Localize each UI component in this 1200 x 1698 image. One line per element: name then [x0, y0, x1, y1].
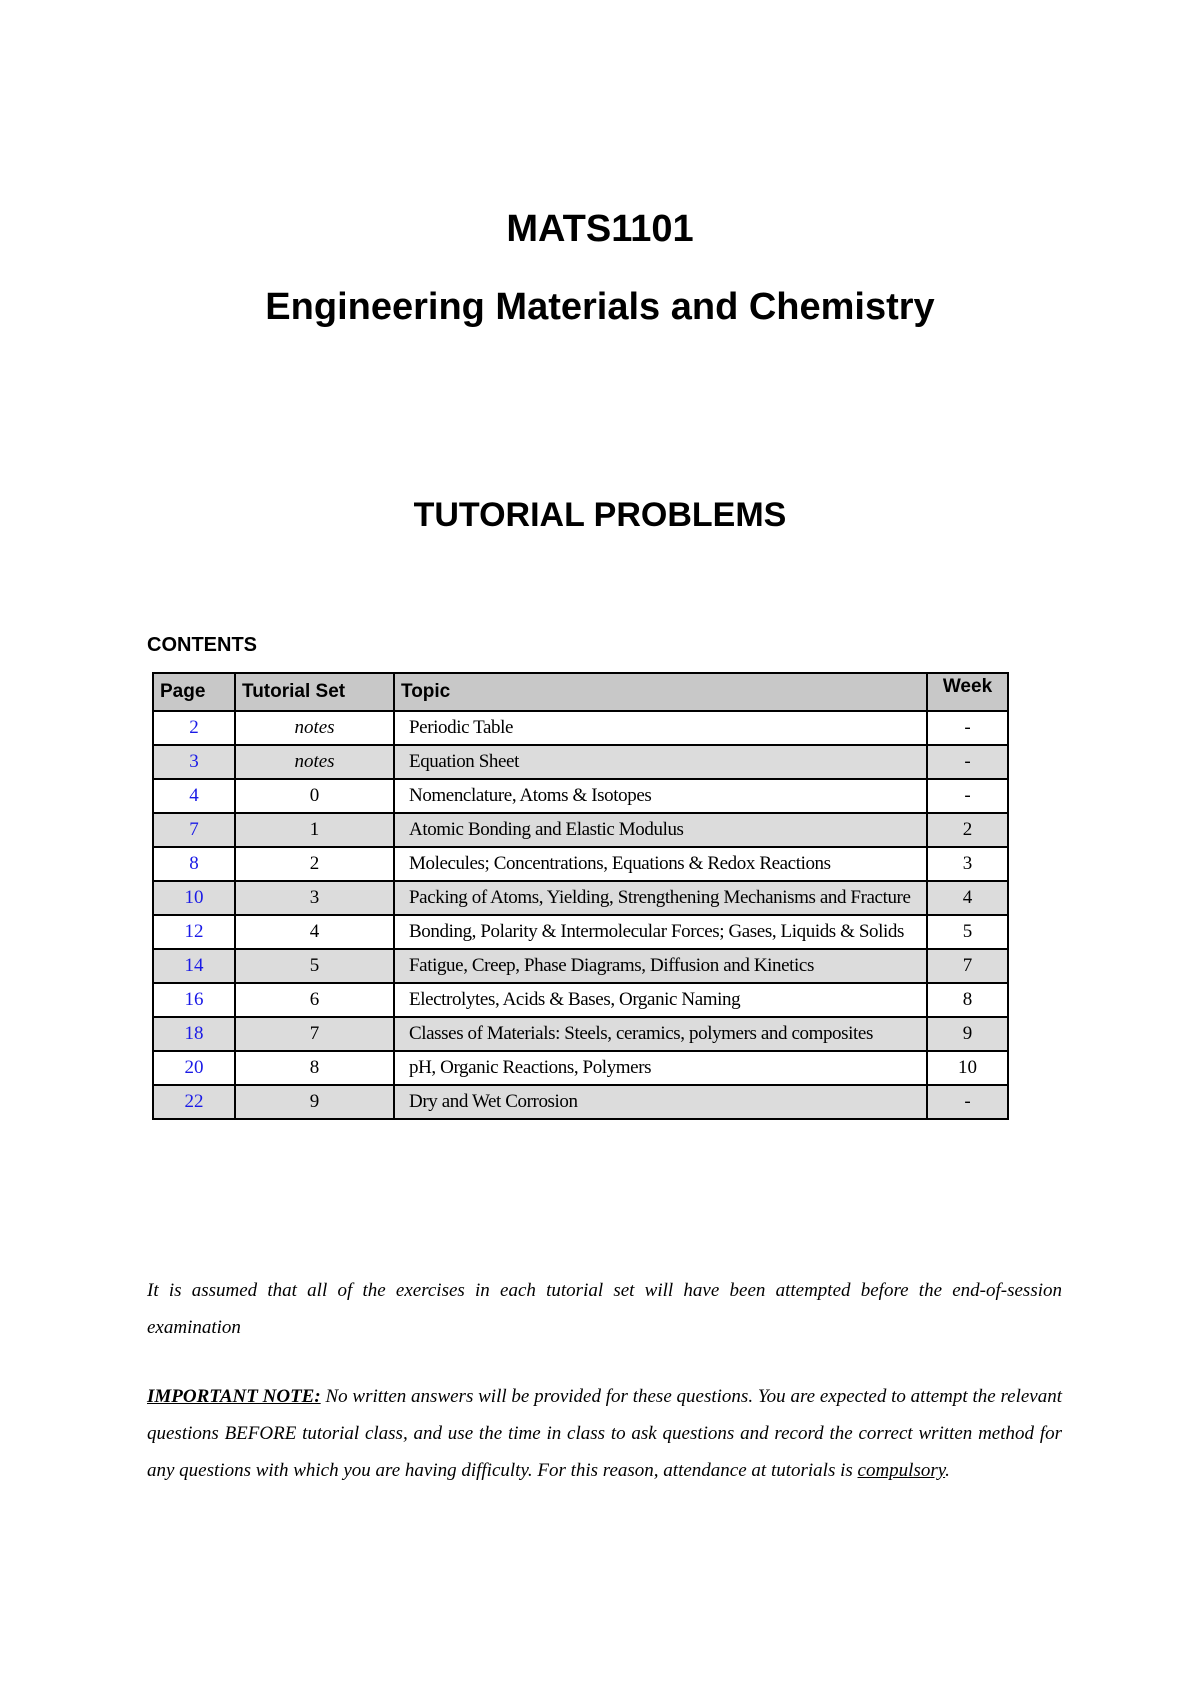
topic-cell: Classes of Materials: Steels, ceramics, polymers and composites — [394, 1017, 927, 1051]
page-link[interactable]: 20 — [153, 1051, 235, 1085]
topic-cell: Nomenclature, Atoms & Isotopes — [394, 779, 927, 813]
tutorial-set-cell: notes — [235, 711, 394, 745]
week-cell: 4 — [927, 881, 1008, 915]
course-code: MATS1101 — [506, 208, 694, 250]
table-row — [153, 847, 1008, 881]
important-note-label: IMPORTANT NOTE: — [147, 1386, 321, 1407]
compulsory-word: compulsory — [857, 1460, 946, 1481]
week-cell: 10 — [927, 1051, 1008, 1085]
week-cell: - — [927, 779, 1008, 813]
table-row — [153, 1085, 1008, 1119]
page-link[interactable]: 3 — [153, 745, 235, 779]
tutorial-set-cell: 2 — [235, 847, 394, 881]
page-link[interactable]: 12 — [153, 915, 235, 949]
tutorial-set-cell: notes — [235, 745, 394, 779]
week-cell: 5 — [927, 915, 1008, 949]
tutorial-set-cell: 4 — [235, 915, 394, 949]
important-note — [147, 1378, 1062, 1489]
page-link[interactable]: 14 — [153, 949, 235, 983]
tutorial-set-cell: 5 — [235, 949, 394, 983]
table-row — [153, 983, 1008, 1017]
week-cell: - — [927, 1085, 1008, 1119]
week-cell: 8 — [927, 983, 1008, 1017]
table-row — [153, 1051, 1008, 1085]
column-header-week: Week — [927, 673, 1008, 711]
page-link[interactable]: 18 — [153, 1017, 235, 1051]
contents-body — [153, 711, 1008, 1119]
week-cell: - — [927, 745, 1008, 779]
column-header-page: Page — [153, 673, 235, 711]
topic-cell: Dry and Wet Corrosion — [394, 1085, 927, 1119]
topic-cell: Equation Sheet — [394, 745, 927, 779]
tutorial-set-cell: 3 — [235, 881, 394, 915]
page-link[interactable]: 2 — [153, 711, 235, 745]
topic-cell: Molecules; Concentrations, Equations & Redox Reactions — [394, 847, 927, 881]
table-row — [153, 813, 1008, 847]
tutorial-set-cell: 0 — [235, 779, 394, 813]
course-title: Engineering Materials and Chemistry — [265, 286, 935, 328]
column-header-tutorial-set: Tutorial Set — [235, 673, 394, 711]
tutorial-set-cell: 8 — [235, 1051, 394, 1085]
page-link[interactable]: 16 — [153, 983, 235, 1017]
page-link[interactable]: 7 — [153, 813, 235, 847]
page-link[interactable]: 22 — [153, 1085, 235, 1119]
tutorial-set-cell: 7 — [235, 1017, 394, 1051]
table-row — [153, 915, 1008, 949]
contents-table — [152, 672, 1009, 1120]
document-heading: TUTORIAL PROBLEMS — [413, 496, 787, 534]
topic-cell: Fatigue, Creep, Phase Diagrams, Diffusion and Kinetics — [394, 949, 927, 983]
week-cell: 7 — [927, 949, 1008, 983]
contents-label: CONTENTS — [147, 634, 257, 656]
week-cell: 3 — [927, 847, 1008, 881]
topic-cell: Bonding, Polarity & Intermolecular Forces; Gases, Liquids & Solids — [394, 915, 927, 949]
page-link[interactable]: 8 — [153, 847, 235, 881]
topic-cell: Packing of Atoms, Yielding, Strengthening Mechanisms and Fracture — [394, 881, 927, 915]
topic-cell: Electrolytes, Acids & Bases, Organic Naming — [394, 983, 927, 1017]
table-row — [153, 711, 1008, 745]
table-row — [153, 949, 1008, 983]
page-link[interactable]: 4 — [153, 779, 235, 813]
tutorial-set-cell: 6 — [235, 983, 394, 1017]
table-header-row — [153, 673, 1008, 711]
tutorial-set-cell: 9 — [235, 1085, 394, 1119]
table-row — [153, 1017, 1008, 1051]
assumption-note: It is assumed that all of the exercises in each tutorial set will have been attempted before the end-of-session examination — [147, 1280, 1062, 1338]
tutorial-set-cell: 1 — [235, 813, 394, 847]
topic-cell: Periodic Table — [394, 711, 927, 745]
important-note-end: . — [945, 1460, 950, 1481]
table-row — [153, 779, 1008, 813]
important-note-body: No written answers will be provided for these questions. You are expected to attempt the relevant questions BEFORE tutorial class, and use the time in class to ask questions and record the correct written method for any questions with which you are having difficulty. For this reason, attendance at tutorials is — [147, 1386, 1062, 1481]
table-row — [153, 881, 1008, 915]
week-cell: - — [927, 711, 1008, 745]
topic-cell: pH, Organic Reactions, Polymers — [394, 1051, 927, 1085]
column-header-topic: Topic — [394, 673, 927, 711]
topic-cell: Atomic Bonding and Elastic Modulus — [394, 813, 927, 847]
week-cell: 2 — [927, 813, 1008, 847]
page-link[interactable]: 10 — [153, 881, 235, 915]
table-row — [153, 745, 1008, 779]
week-cell: 9 — [927, 1017, 1008, 1051]
